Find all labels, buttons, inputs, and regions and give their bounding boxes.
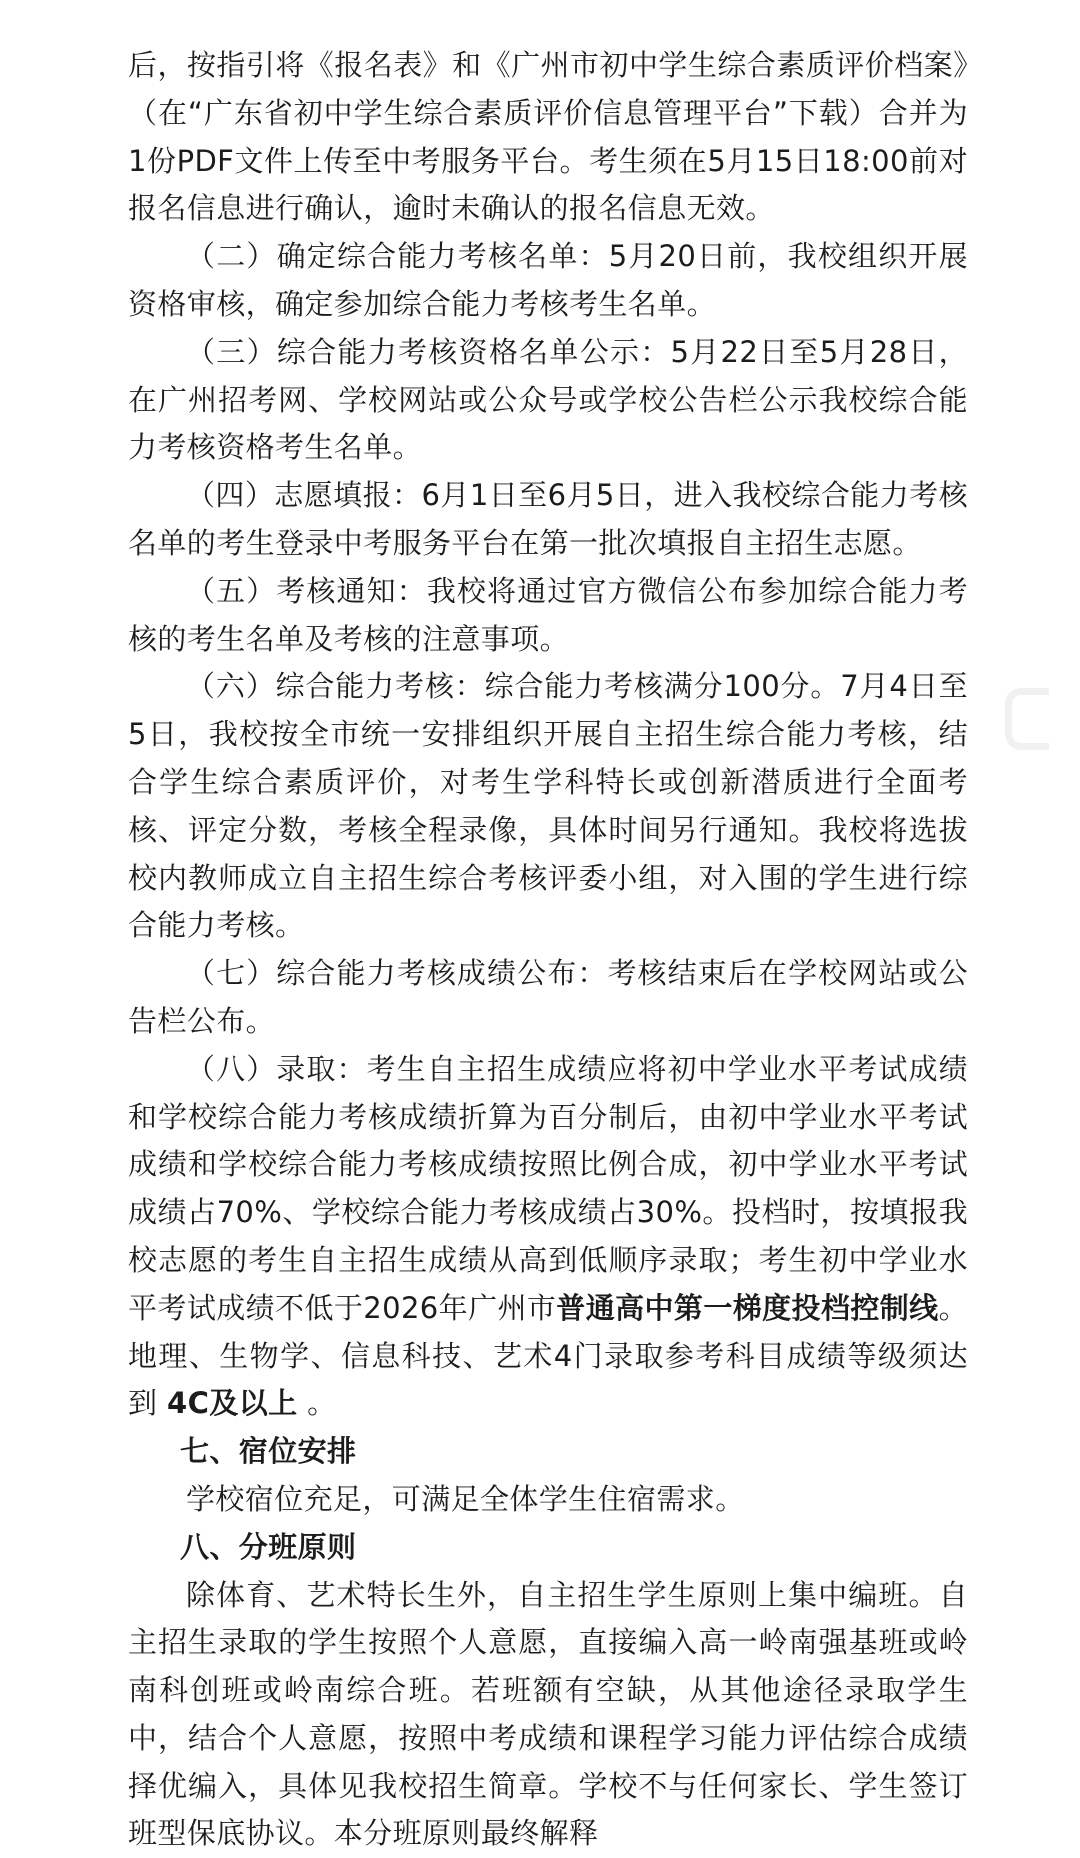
section-heading-dormitory: 七、宿位安排 xyxy=(128,1428,968,1476)
admission-text-part3: 。 xyxy=(298,1386,337,1420)
paragraph-comprehensive-assessment: （六）综合能力考核：综合能力考核满分100分。7月4日至5日，我校按全市统一安排组织开展自主招生综合能力考核，结合学生综合素质评价，对考生学科特长或创新潜质进行全面考核、评定分数，考核全程录像，具体时间另行通知。我校将选拔校内教师成立自主招生综合考核评委小组，对入围的学生进行综合能力考核。 xyxy=(128,663,968,950)
paragraph-dormitory: 学校宿位充足，可满足全体学生住宿需求。 xyxy=(128,1476,968,1524)
paragraph-admission xyxy=(128,1046,968,1428)
paragraph-class-division: 除体育、艺术特长生外，自主招生学生原则上集中编班。自主招生录取的学生按照个人意愿，直接编入高一岭南强基班或岭南科创班或岭南综合班。若班额有空缺，从其他途径录取学生中，结合个人意愿，按照中考成绩和课程学习能力评估综合成绩择优编入，具体见我校招生简章。学校不与任何家长、学生签订班型保底协议。本分班原则最终解释 xyxy=(128,1572,968,1858)
section-heading-class-division: 八、分班原则 xyxy=(128,1524,968,1572)
admission-bold-control-line: 普通高中第一梯度投档控制线 xyxy=(556,1291,938,1325)
paragraph-volunteer-filling: （四）志愿填报：6月1日至6月5日，进入我校综合能力考核名单的考生登录中考服务平台在第一批次填报自主招生志愿。 xyxy=(128,472,968,568)
admission-text-part2: 。地理、生物学、信息科技、艺术4门录取参考科目成绩等级须达到 xyxy=(128,1291,968,1421)
admission-text-part1: （八）录取：考生自主招生成绩应将初中学业水平考试成绩和学校综合能力考核成绩折算为百分制后，由初中学业水平考试成绩和学校综合能力考核成绩按照比例合成，初中学业水平考试成绩占70%、学校综合能力考核成绩占30%。投档时，按填报我校志愿的考生自主招生成绩从高到低顺序录取；考生初中学业水平考试成绩不低于2026年广州市 xyxy=(128,1052,968,1325)
paragraph-list-publicity: （三）综合能力考核资格名单公示：5月22日至5月28日，在广州招考网、学校网站或公众号或学校公告栏公示我校综合能力考核资格考生名单。 xyxy=(128,329,968,472)
paragraph-registration-upload: 后，按指引将《报名表》和《广州市初中学生综合素质评价档案》（在“广东省初中学生综合素质评价信息管理平台”下载）合并为1份PDF文件上传至中考服务平台。考生须在5月15日18:00前对报名信息进行确认，逾时未确认的报名信息无效。 xyxy=(128,42,968,233)
admission-bold-grade: 4C及以上 xyxy=(167,1386,297,1420)
paragraph-score-publication: （七）综合能力考核成绩公布：考核结束后在学校网站或公告栏公布。 xyxy=(128,950,968,1046)
paragraph-determine-list: （二）确定综合能力考核名单：5月20日前，我校组织开展资格审核，确定参加综合能力考核考生名单。 xyxy=(128,233,968,329)
paragraph-assessment-notice: （五）考核通知：我校将通过官方微信公布参加综合能力考核的考生名单及考核的注意事项。 xyxy=(128,568,968,664)
faint-bracket-mark xyxy=(1005,688,1049,750)
document-body xyxy=(128,42,968,1858)
